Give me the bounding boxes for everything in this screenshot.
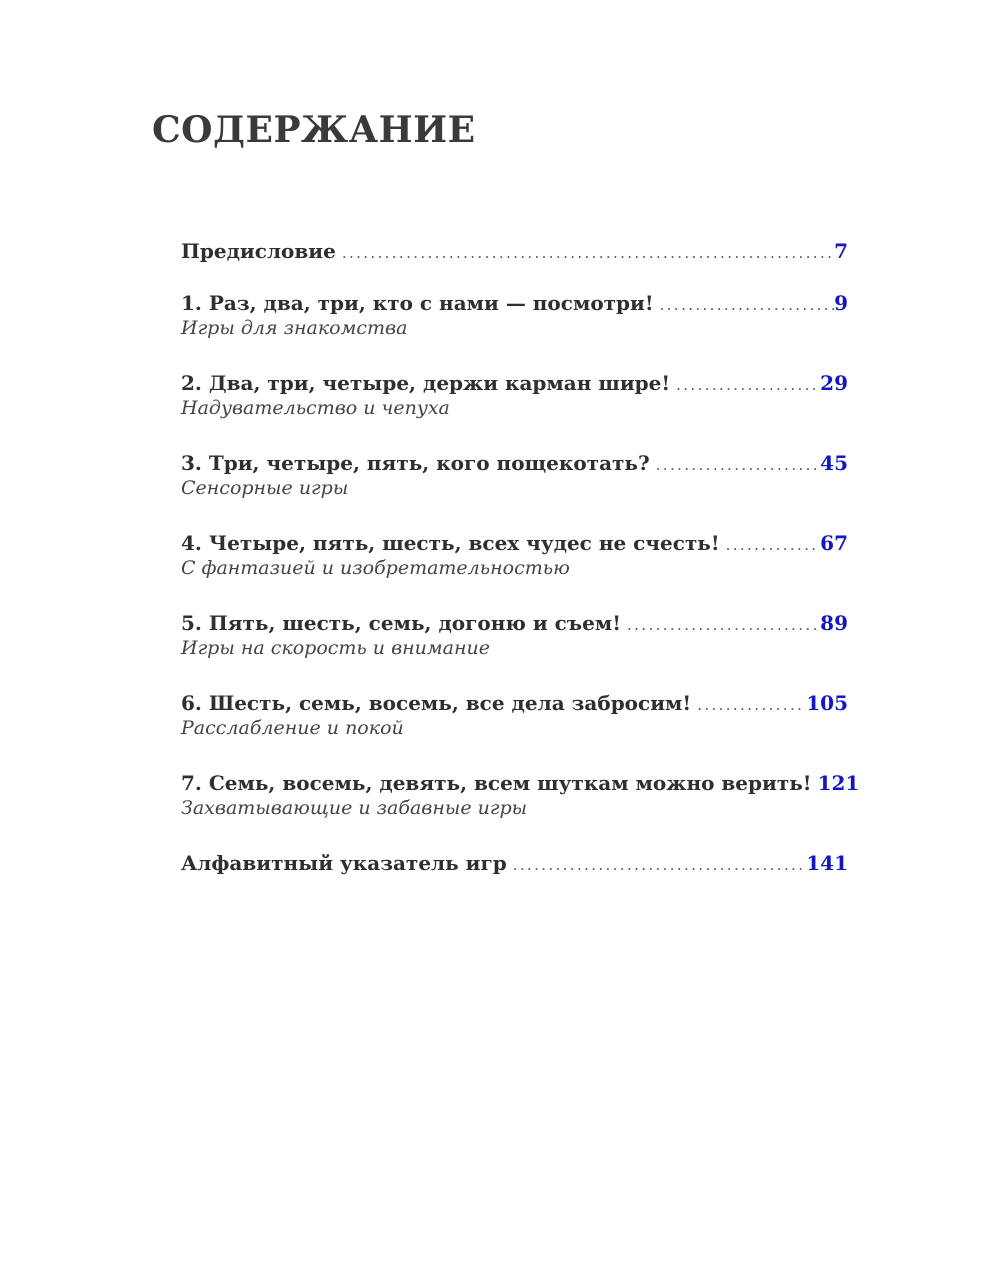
toc-page-number[interactable]: 9 (834, 291, 848, 315)
dot-leader (691, 690, 806, 720)
dot-leader (507, 850, 806, 880)
toc-line (181, 236, 848, 266)
toc-entry-chapter-3[interactable] (181, 448, 848, 500)
toc-entry-title: 6. Шесть, семь, восемь, все дела забросим! (181, 691, 692, 715)
toc-entry-subtitle: Игры на скорость и внимание (181, 637, 490, 659)
toc-entry-subtitle: С фантазией и изобретательностью (181, 557, 570, 579)
toc-entry-chapter-2[interactable] (181, 368, 848, 420)
toc-entry-title: Алфавитный указатель игр (181, 851, 507, 875)
toc-page-number[interactable]: 67 (820, 531, 848, 555)
toc-line (181, 368, 848, 398)
toc-entry-chapter-5[interactable] (181, 608, 848, 660)
toc-line (181, 688, 848, 718)
toc-page-number[interactable]: 121 (817, 771, 860, 795)
toc-entry-chapter-7[interactable] (181, 768, 860, 820)
table-of-contents (181, 236, 860, 878)
toc-entry-preface[interactable] (181, 236, 848, 266)
toc-line (181, 288, 848, 318)
toc-entry-title: 5. Пять, шесть, семь, догоню и съем! (181, 611, 622, 635)
toc-entry-title: 7. Семь, восемь, девять, всем шуткам можно верить! (181, 771, 812, 795)
toc-line (181, 848, 848, 878)
toc-entry-subtitle: Захватывающие и забавные игры (181, 797, 528, 819)
toc-page-number[interactable]: 7 (834, 239, 848, 263)
toc-entry-subtitle: Игры для знакомства (181, 317, 408, 339)
toc-entry-title: 2. Два, три, четыре, держи карман шире! (181, 371, 671, 395)
toc-entry-subtitle: Надувательство и чепуха (181, 397, 450, 419)
toc-page-number[interactable]: 89 (820, 611, 848, 635)
dot-leader (621, 610, 820, 640)
toc-entry-index[interactable] (181, 848, 848, 878)
toc-page-number[interactable]: 141 (806, 851, 848, 875)
toc-line (181, 768, 860, 798)
dot-leader (670, 370, 820, 400)
toc-page-number[interactable]: 105 (806, 691, 848, 715)
toc-entry-title: Предисловие (181, 239, 336, 263)
page-title: СОДЕРЖАНИЕ (152, 109, 476, 151)
toc-page-number[interactable]: 29 (820, 371, 848, 395)
dot-leader (720, 530, 821, 560)
dot-leader (650, 450, 820, 480)
toc-entry-subtitle: Расслабление и покой (181, 717, 404, 739)
toc-line (181, 448, 848, 478)
toc-line (181, 528, 848, 558)
toc-entry-title: 4. Четыре, пять, шесть, всех чудес не счесть! (181, 531, 720, 555)
toc-entry-chapter-1[interactable] (181, 288, 848, 340)
toc-entry-title: 3. Три, четыре, пять, кого пощекотать? (181, 451, 650, 475)
toc-page-number[interactable]: 45 (820, 451, 848, 475)
dot-leader (336, 238, 834, 268)
toc-line (181, 608, 848, 638)
toc-entry-chapter-6[interactable] (181, 688, 848, 740)
toc-entry-chapter-4[interactable] (181, 528, 848, 580)
toc-entry-title: 1. Раз, два, три, кто с нами — посмотри! (181, 291, 654, 315)
toc-entry-subtitle: Сенсорные игры (181, 477, 349, 499)
dot-leader (654, 290, 834, 320)
